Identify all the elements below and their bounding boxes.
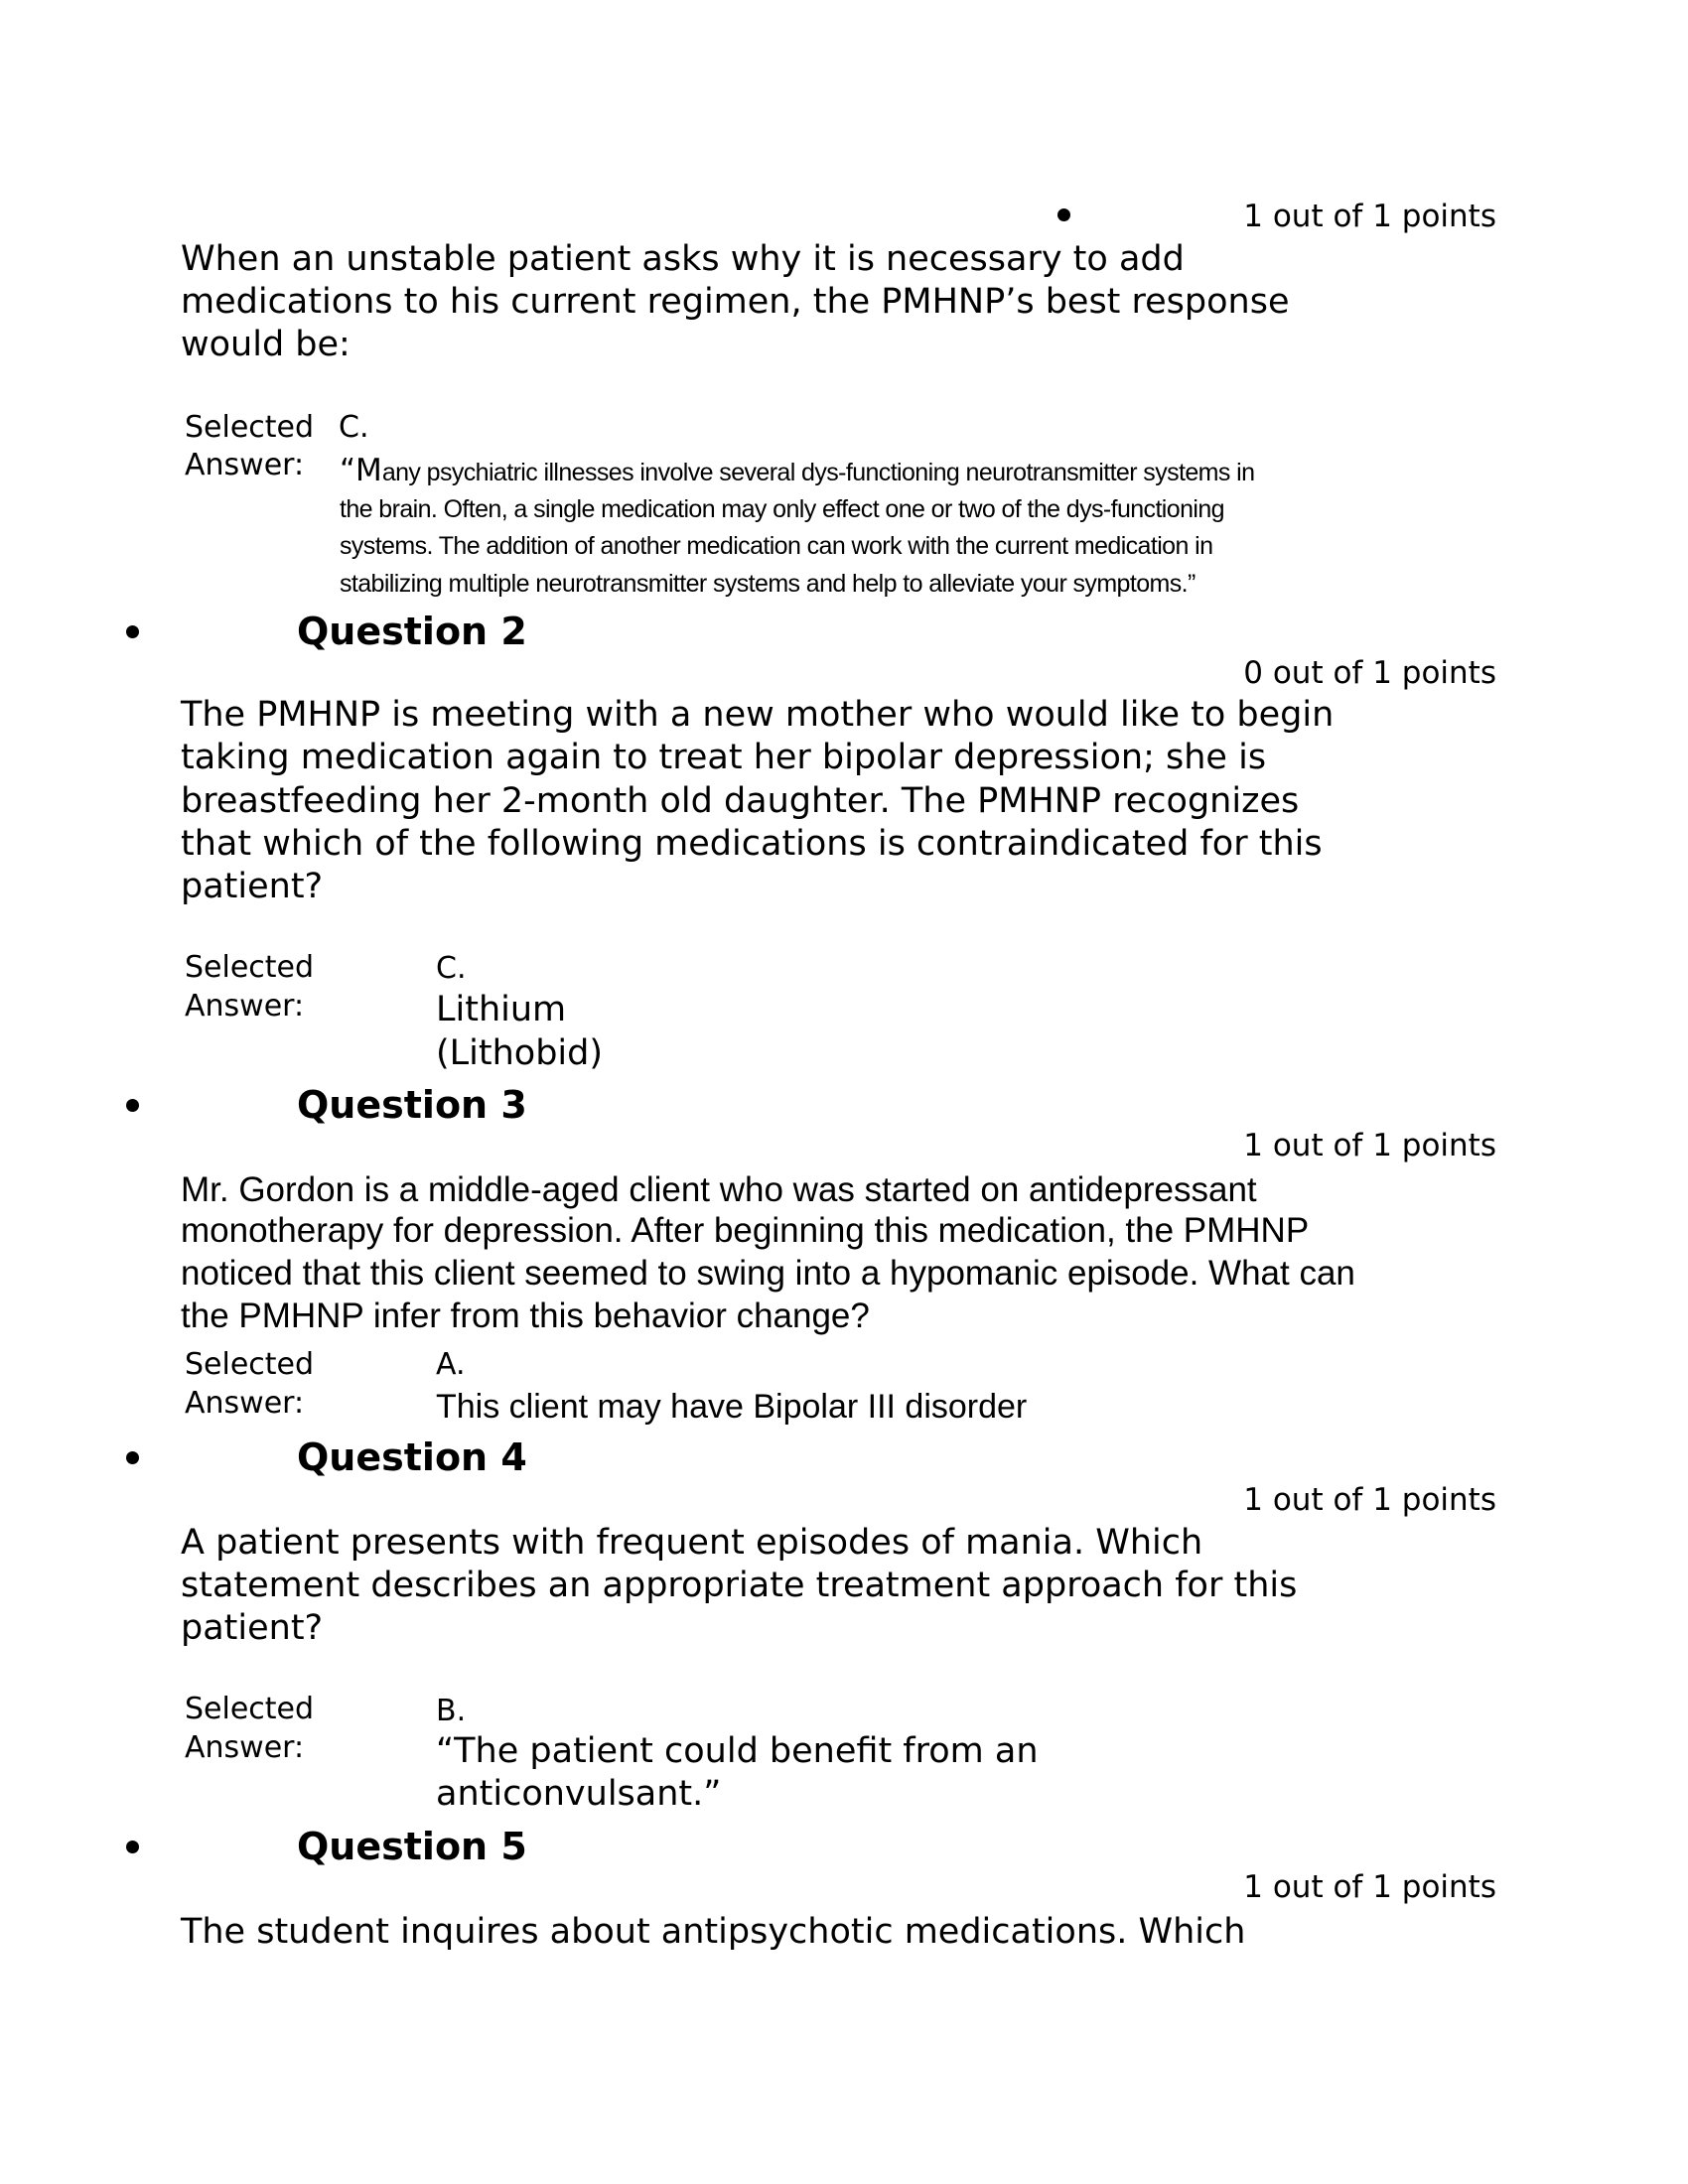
list-bullet <box>126 625 139 638</box>
selected-answer-line: This client may have Bipolar III disorder <box>436 1388 1028 1426</box>
list-bullet <box>126 1099 139 1112</box>
question-1-text-line: would be: <box>181 325 351 364</box>
selected-answer-line: stabilizing multiple neurotransmitter systems and help to alleviate your symptoms.” <box>340 570 1196 598</box>
question-3-text-line: Mr. Gordon is a middle-aged client who was started on antidepressant <box>181 1170 1257 1209</box>
answer-label: Answer: <box>185 1730 305 1765</box>
question-2-text-line: breastfeeding her 2-month old daughter. The PMHNP recognizes <box>181 781 1300 821</box>
answer-label: Answer: <box>185 448 305 482</box>
question-4-heading: Question 4 <box>297 1435 527 1479</box>
answer-letter: A. <box>436 1347 466 1382</box>
list-bullet <box>126 1841 139 1853</box>
answer-first-char: “M <box>340 453 382 488</box>
question-2-points: 0 out of 1 points <box>1243 655 1496 691</box>
selected-label: Selected <box>185 1692 315 1726</box>
question-2-text-line: patient? <box>181 867 324 906</box>
answer-text: any psychiatric illnesses involve several dys-functioning neurotransmitter systems in <box>381 459 1255 486</box>
question-2-text-line: The PMHNP is meeting with a new mother who would like to begin <box>181 695 1335 735</box>
question-2-text-line: that which of the following medications is contraindicated for this <box>181 824 1323 864</box>
question-3-text-line: noticed that this client seemed to swing into a hypomanic episode. What can <box>181 1254 1355 1293</box>
question-5-heading: Question 5 <box>297 1825 527 1868</box>
question-3-heading: Question 3 <box>297 1083 527 1127</box>
question-3-text-line: the PMHNP infer from this behavior change? <box>181 1297 870 1335</box>
answer-label: Answer: <box>185 1386 305 1421</box>
question-2-text-line: taking medication again to treat her bipolar depression; she is <box>181 738 1267 777</box>
selected-answer-line: the brain. Often, a single medication may only effect one or two of the dys-functioning <box>340 495 1224 523</box>
question-4-text-line: statement describes an appropriate treatment approach for this <box>181 1566 1298 1605</box>
list-bullet <box>126 1451 139 1464</box>
selected-answer-line <box>340 452 1254 491</box>
question-1-text-line: When an unstable patient asks why it is necessary to add <box>181 239 1185 279</box>
selected-answer-line: anticonvulsant.” <box>436 1774 722 1814</box>
list-bullet <box>1057 208 1070 221</box>
question-2-heading: Question 2 <box>297 610 527 653</box>
answer-label: Answer: <box>185 989 305 1024</box>
selected-answer-line: systems. The addition of another medication can work with the current medication in <box>340 532 1213 560</box>
question-3-text-line: monotherapy for depression. After beginning this medication, the PMHNP <box>181 1211 1310 1250</box>
answer-letter: C. <box>436 951 467 986</box>
selected-answer-line: (Lithobid) <box>436 1033 604 1073</box>
answer-letter: B. <box>436 1694 467 1728</box>
question-4-text-line: A patient presents with frequent episodes of mania. Which <box>181 1523 1203 1563</box>
question-5-points: 1 out of 1 points <box>1243 1869 1496 1905</box>
selected-label: Selected <box>185 1347 315 1382</box>
answer-letter: C. <box>339 410 369 445</box>
question-4-points: 1 out of 1 points <box>1243 1482 1496 1518</box>
question-1-text-line: medications to his current regimen, the PMHNP’s best response <box>181 282 1290 322</box>
question-1-points: 1 out of 1 points <box>1243 199 1496 234</box>
selected-label: Selected <box>185 410 315 445</box>
selected-answer-line: “The patient could benefit from an <box>436 1731 1039 1771</box>
selected-answer-line: Lithium <box>436 990 567 1029</box>
selected-label: Selected <box>185 950 315 985</box>
question-5-text-line: The student inquires about antipsychotic medications. Which <box>181 1912 1246 1952</box>
question-4-text-line: patient? <box>181 1608 324 1648</box>
question-3-points: 1 out of 1 points <box>1243 1128 1496 1163</box>
